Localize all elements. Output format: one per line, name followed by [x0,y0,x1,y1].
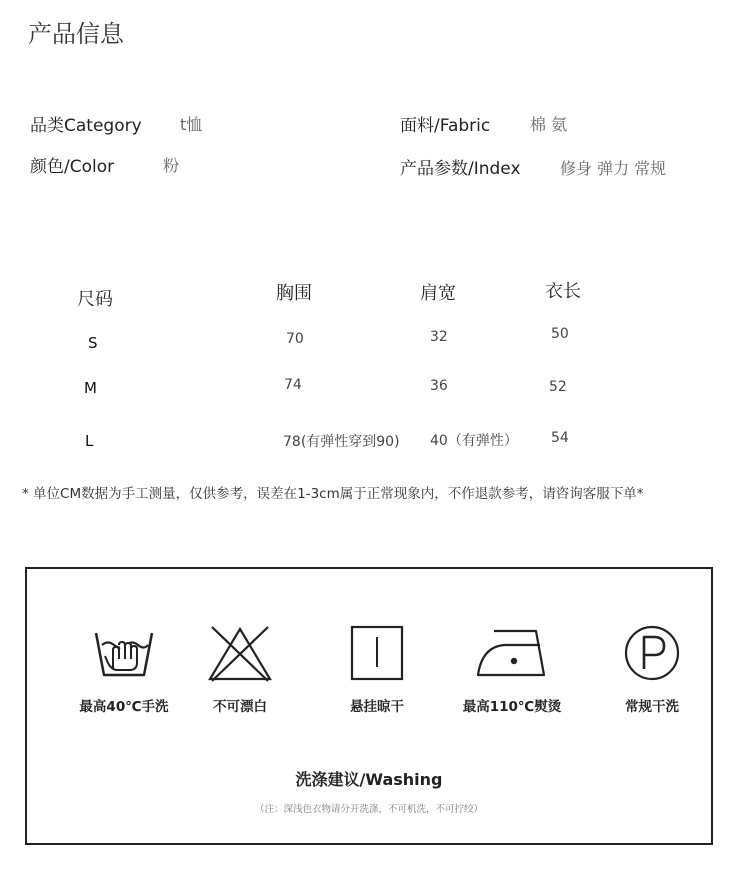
care-item [175,623,305,715]
table-cell: 70 [286,331,304,347]
care-label: 悬挂晾干 [350,699,404,715]
category-value: t恤 [180,115,203,134]
care-item [312,623,442,715]
care-label: 不可漂白 [213,699,267,715]
care-item [447,623,577,715]
size-table-header: 胸围 [276,283,312,304]
care-item [587,623,717,715]
care-label: 常规干洗 [625,699,679,715]
index-value: 修身 弹力 常规 [560,159,667,178]
hang-dry-icon [312,623,442,683]
washing-footnote: （注：深浅色衣物请分开洗涤，不可机洗，不可拧绞） [254,804,483,815]
table-cell: 54 [551,430,569,446]
table-cell: 36 [430,378,448,394]
size-cell: M [84,379,97,397]
index-label: 产品参数/Index [400,159,521,179]
no-bleach-icon [175,623,305,683]
fabric-value: 棉 氨 [530,115,568,134]
table-cell: 74 [284,377,302,393]
color-value: 粉 [163,156,180,175]
category-label: 品类Category [30,116,142,136]
table-cell: 52 [549,379,567,395]
washing-title: 洗涤建议/Washing [295,770,443,789]
size-table-header: 尺码 [77,289,113,310]
table-cell: 32 [430,329,448,345]
care-label: 最高110℃熨烫 [462,699,562,715]
hand-wash-icon [59,623,189,683]
care-instructions-box [25,567,713,845]
color-label: 颜色/Color [30,157,115,177]
size-table-header: 肩宽 [420,283,456,304]
size-cell: S [88,334,98,352]
care-item [59,623,189,715]
dry-clean-p-icon [587,623,717,683]
care-label: 最高40℃手洗 [79,699,169,715]
iron-icon [447,623,577,683]
fabric-label: 面料/Fabric [400,116,491,136]
measurement-note: * 单位CM数据为手工测量，仅供参考，误差在1-3cm属于正常现象内，不作退款参考，请咨询客服下单* [22,486,644,502]
table-cell: 50 [551,326,569,342]
page-title: 产品信息 [28,20,124,48]
size-cell: L [85,432,94,450]
table-cell: 78(有弹性穿到90) [283,434,400,450]
size-table-header: 衣长 [545,281,581,302]
table-cell: 40（有弹性） [430,433,518,449]
